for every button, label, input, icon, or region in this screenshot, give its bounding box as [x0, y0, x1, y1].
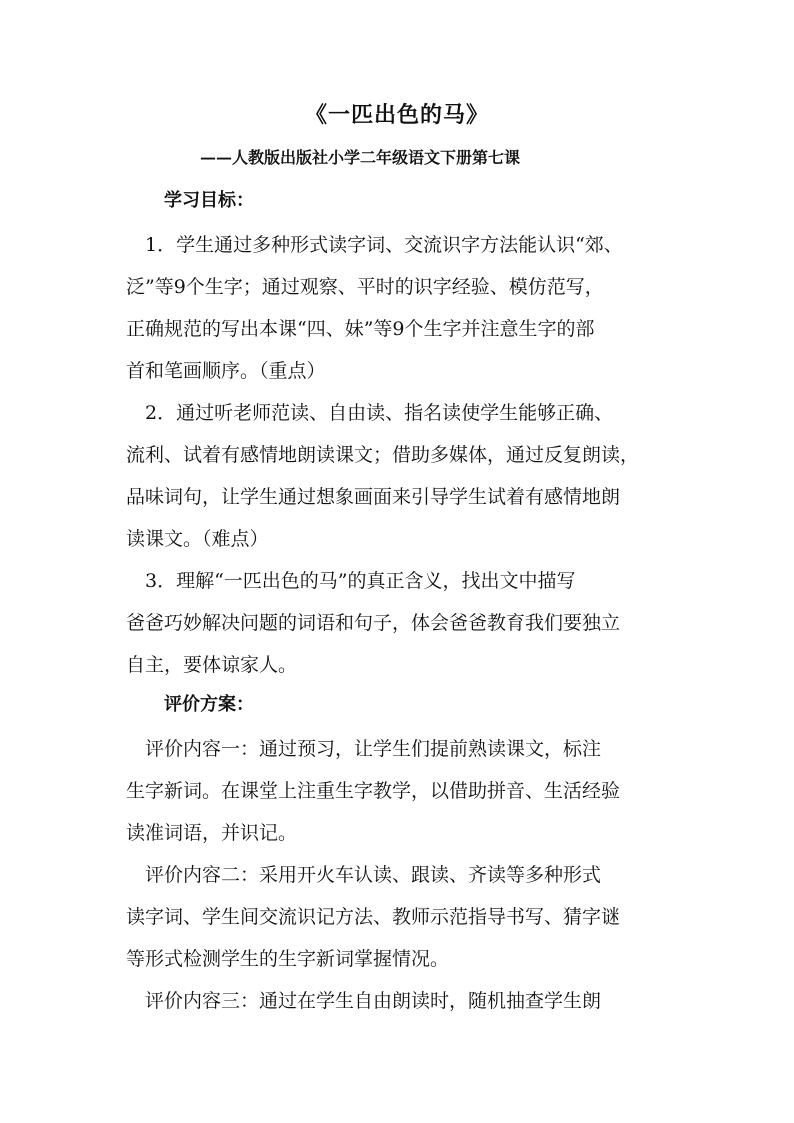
- paragraph-line: 评价内容二：采用开火车认读、跟读、齐读等多种形式: [126, 864, 602, 886]
- paragraph-line: 3．理解“一匹出色的马”的真正含义，找出文中描写: [126, 570, 576, 592]
- paragraph-line: 自主，要体谅家人。: [126, 654, 298, 676]
- section-heading-evaluation-plan: 评价方案：: [164, 694, 254, 715]
- paragraph-line: 首和笔画顺序。（重点）: [126, 360, 326, 382]
- paragraph-line: 等形式检测学生的生字新词掌握情况。: [126, 948, 450, 970]
- paragraph-line: 泛”等9个生字；通过观察、平时的识字经验、模仿范写，: [126, 276, 604, 298]
- paragraph-line: 2．通过听老师范读、自由读、指名读使学生能够正确、: [126, 402, 614, 424]
- paragraph-line: 评价内容三：通过在学生自由朗读时，随机抽查学生朗: [126, 990, 602, 1012]
- paragraph-line: 读课文。（难点）: [126, 528, 269, 550]
- paragraph-line: 生字新词。在课堂上注重生字教学，以借助拼音、生活经验: [126, 780, 621, 802]
- section-heading-learning-goals: 学习目标：: [164, 190, 254, 211]
- document-title: 《一匹出色的马》: [304, 102, 489, 128]
- paragraph-line: 流利、试着有感情地朗读课文；借助多媒体，通过反复朗读，: [126, 444, 640, 466]
- paragraph-line: 读字词、学生间交流识记方法、教师示范指导书写、猜字谜: [126, 906, 621, 928]
- paragraph-line: 爸爸巧妙解决问题的词语和句子，体会爸爸教育我们要独立: [126, 612, 621, 634]
- paragraph-line: 品味词句，让学生通过想象画面来引导学生试着有感情地朗: [126, 486, 621, 508]
- paragraph-line: 正确规范的写出本课“四、妹”等9个生字并注意生字的部: [126, 318, 595, 340]
- paragraph-line: 评价内容一：通过预习，让学生们提前熟读课文，标注: [126, 738, 602, 760]
- paragraph-line: 1．学生通过多种形式读字词、交流识字方法能认识“郊、: [126, 234, 623, 256]
- paragraph-line: 读准词语，并识记。: [126, 822, 298, 844]
- document-subtitle: ——人教版出版社小学二年级语文下册第七课: [200, 148, 521, 167]
